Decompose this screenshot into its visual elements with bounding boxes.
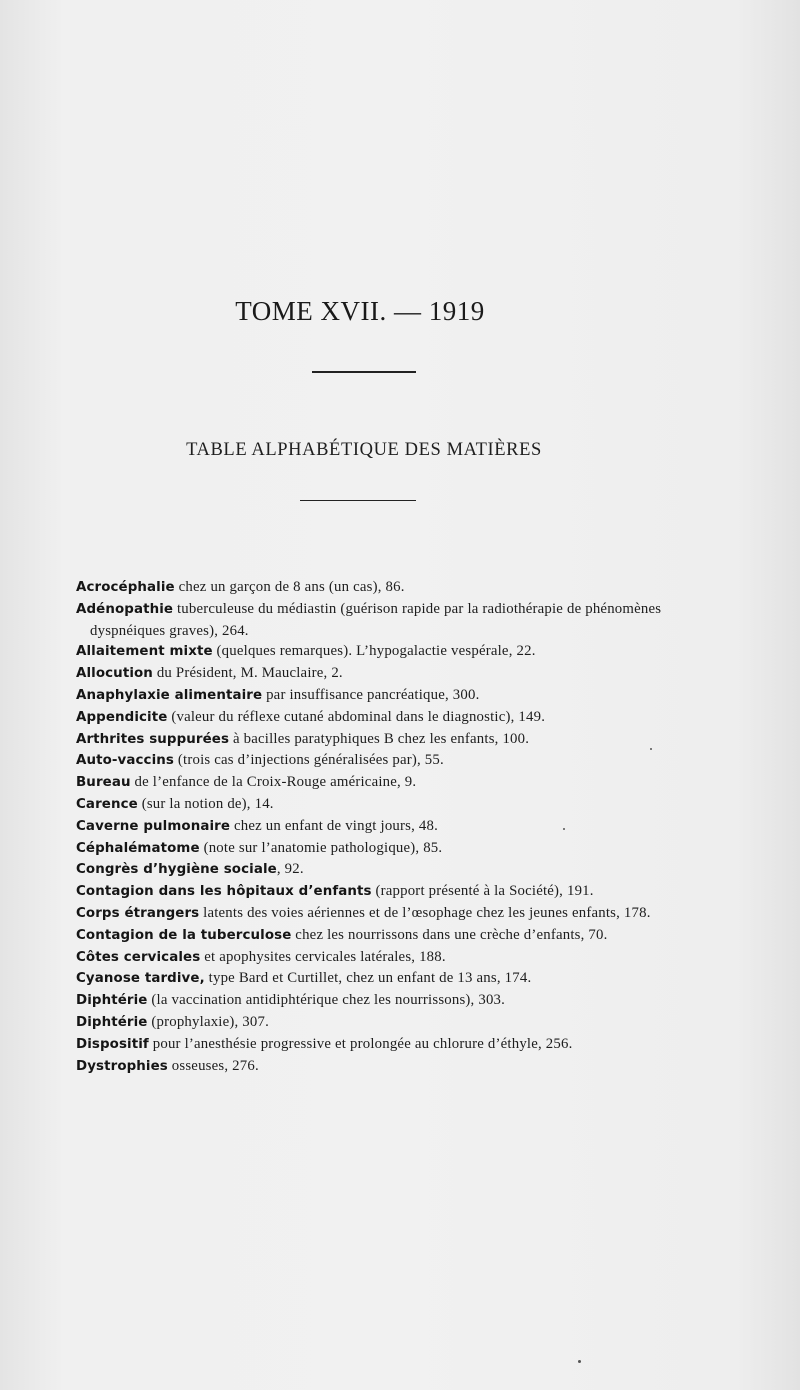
entry-text: osseuses, 276. [167,1057,259,1074]
section-title: TABLE ALPHABÉTIQUE DES MATIÈRES [186,440,542,460]
entry-term: Côtes cervicales [76,949,201,965]
index-entry [76,881,668,903]
index-list [76,577,668,1077]
entry-term: Diphtérie [76,1014,148,1030]
entry-term: Cyanose tardive, [76,971,205,987]
index-entry [76,968,668,990]
entry-text: latents des voies aériennes et de l’œsophage chez les jeunes enfants, 178. [199,904,651,921]
index-entry [76,685,668,707]
index-entry [76,729,668,751]
entry-term: Dispositif [76,1036,149,1052]
index-entry [76,794,668,816]
entry-text: (quelques remarques). L’hypogalactie vespérale, 22. [212,643,536,660]
entry-text: à bacilles paratyphiques B chez les enfants, 100. [229,730,530,747]
index-entry [76,599,668,642]
entry-term: Diphtérie [76,993,148,1009]
entry-term: Allaitement mixte [76,644,213,660]
entry-text: (rapport présenté à la Société), 191. [371,883,594,900]
entry-text: chez un garçon de 8 ans (un cas), 86. [174,579,405,595]
title-rule [312,371,416,373]
scan-speck [650,748,652,750]
scan-speck [578,1360,581,1363]
entry-text: (trois cas d’injections généralisées par), 55. [174,752,444,769]
index-entry [76,838,668,860]
index-entry [76,816,668,838]
entry-term: Dystrophies [76,1058,168,1074]
entry-term: Arthrites suppurées [76,731,230,747]
entry-term: Corps étrangers [76,905,200,921]
entry-text: du Président, M. Mauclaire, 2. [152,665,343,682]
index-entry [76,641,668,663]
index-entry [76,903,668,925]
entry-term: Carence [76,796,138,812]
entry-text: , 92. [276,861,304,878]
entry-text: (prophylaxie), 307. [147,1013,270,1030]
entry-text: chez un enfant de vingt jours, 48. [230,817,438,834]
index-entry [76,577,668,599]
index-entry [76,1012,668,1034]
index-entry [76,859,668,881]
entry-term: Contagion dans les hôpitaux d’enfants [76,884,372,900]
index-entry [76,663,668,685]
index-entry [76,772,668,794]
entry-term: Allocution [76,666,153,682]
entry-text: (note sur l’anatomie pathologique), 85. [199,839,443,856]
volume-title: TOME XVII. — 1919 [235,296,485,326]
index-entry [76,947,668,969]
entry-term: Contagion de la tuberculose [76,927,292,943]
scan-speck [563,828,565,830]
entry-text: et apophysites cervicales latérales, 188. [200,948,446,965]
entry-term: Adénopathie [76,601,174,617]
index-entry [76,750,668,772]
entry-text: (sur la notion de), 14. [137,795,274,812]
entry-term: Auto-vaccins [76,753,174,769]
index-entry [76,1056,668,1078]
index-entry [76,1034,668,1056]
index-entry [76,990,668,1012]
entry-text: (la vaccination antidiphtérique chez les nourrissons), 303. [147,992,506,1009]
index-entry [76,925,668,947]
section-rule [300,500,416,501]
entry-term: Congrès d’hygiène sociale [76,862,277,878]
entry-text: chez les nourrissons dans une crèche d’enfants, 70. [291,926,608,943]
entry-term: Céphalématome [76,840,200,856]
index-entry [76,707,668,729]
entry-text: pour l’anesthésie progressive et prolongée au chlorure d’éthyle, 256. [148,1035,573,1052]
entry-text: type Bard et Curtillet, chez un enfant de 13 ans, 174. [204,970,532,987]
entry-text: tuberculeuse du médiastin (guérison rapide par la radiothérapie de phénomènes dyspnéiques graves), 264. [90,600,662,639]
entry-term: Bureau [76,775,131,791]
entry-term: Caverne pulmonaire [76,818,231,834]
entry-term: Acrocéphalie [76,580,175,595]
entry-term: Anaphylaxie alimentaire [76,687,263,703]
entry-text: (valeur du réflexe cutané abdominal dans le diagnostic), 149. [167,708,546,725]
entry-text: par insuffisance pancréatique, 300. [262,686,480,703]
entry-term: Appendicite [76,709,168,725]
entry-text: de l’enfance de la Croix-Rouge américaine, 9. [130,774,417,791]
